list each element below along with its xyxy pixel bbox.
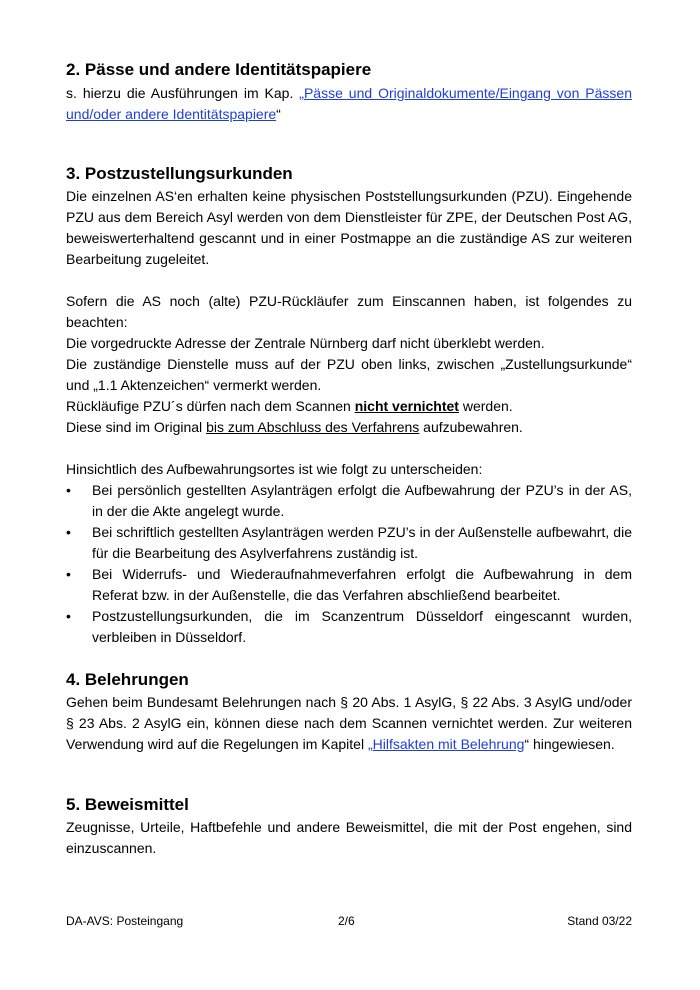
bullet-icon: •: [66, 608, 71, 624]
section-2: [66, 59, 632, 125]
hilfsakten-chapter-link[interactable]: „Hilfsakten mit Belehrung: [367, 736, 525, 752]
section-2-text: s. hierzu die Ausführungen im Kap. „Pässe und Originaldokumente/Eingang von Pässen und/oder andere Identitätspapiere“: [66, 85, 632, 122]
footer-version: Stand 03/22: [567, 914, 632, 928]
bullet-icon: •: [66, 524, 71, 540]
section-4-text: Gehen beim Bundesamt Belehrungen nach § 20 Abs. 1 AsylG, § 22 Abs. 3 AsylG und/oder § 23 Abs. 2 AsylG ein, können diese nach dem Scannen vernichtet werden. Zur weiteren Verwendung wird auf die Regelungen im Kapitel „Hilfsakten mit Belehrung“ hingewiesen.: [66, 694, 632, 752]
section-3: [66, 163, 632, 648]
section-3-paragraph-3: Die vorgedruckte Adresse der Zentrale Nürnberg darf nicht überklebt werden.: [66, 335, 545, 351]
section-3-paragraph-1: Die einzelnen AS‘en erhalten keine physischen Poststellungsurkunden (PZU). Eingehende PZU aus dem Bereich Asyl werden von dem Dienstleister für ZPE, der Deutschen Post AG, beweiswerterhaltend gescannt und in einer Postmappe an die zuständige AS zur weiteren Bearbeitung zugeleitet.: [66, 188, 632, 267]
emphasis-until-completion: bis zum Abschluss des Verfahrens: [206, 419, 420, 435]
section-3-paragraph-5: Rückläufige PZU´s dürfen nach dem Scannen nicht vernichtet werden.: [66, 398, 513, 414]
list-item: • Bei Widerrufs- und Wiederaufnahmeverfahren erfolgt die Aufbewahrung in dem Referat bzw. in der Außenstelle, die das Verfahren abschließend bearbeitet.: [66, 566, 632, 603]
list-item: • Bei schriftlich gestellten Asylanträgen werden PZU’s in der Außenstelle aufbewahrt, die für die Bearbeitung des Asylverfahrens zuständig ist.: [66, 524, 632, 561]
list-item: • Postzustellungsurkunden, die im Scanzentrum Düsseldorf eingescannt wurden, verbleiben in Düsseldorf.: [66, 608, 632, 645]
section-3-paragraph-6: Diese sind im Original bis zum Abschluss des Verfahrens aufzubewahren.: [66, 419, 523, 435]
section-5-heading: 5. Beweismittel: [66, 795, 189, 814]
section-3-paragraph-2: Sofern die AS noch (alte) PZU-Rückläufer zum Einscannen haben, ist folgendes zu beachten:: [66, 293, 632, 330]
page-footer: [66, 914, 632, 934]
section-4-heading: 4. Belehrungen: [66, 670, 189, 689]
section-4: [66, 669, 632, 755]
footer-document-title: DA-AVS: Posteingang: [66, 914, 184, 928]
section-3-heading: 3. Postzustellungsurkunden: [66, 164, 293, 183]
footer-page-number: 2/6: [338, 914, 355, 928]
storage-location-list: [66, 480, 632, 648]
bullet-icon: •: [66, 566, 71, 582]
list-item: • Bei persönlich gestellten Asylanträgen erfolgt die Aufbewahrung der PZU’s in der AS, in der die Akte angelegt wurde.: [66, 482, 632, 519]
section-5: [66, 794, 632, 859]
section-3-paragraph-4: Die zuständige Dienstelle muss auf der PZU oben links, zwischen „Zustellungsurkunde“ und „1.1 Aktenzeichen“ vermerkt werden.: [66, 356, 632, 393]
section-5-text: Zeugnisse, Urteile, Haftbefehle und andere Beweismittel, die mit der Post engehen, sind einzuscannen.: [66, 819, 632, 856]
emphasis-not-destroyed: nicht vernichtet: [354, 398, 459, 414]
section-3-paragraph-7: Hinsichtlich des Aufbewahrungsortes ist wie folgt zu unterscheiden:: [66, 461, 483, 477]
section-2-heading: 2. Pässe und andere Identitätspapiere: [66, 60, 372, 79]
bullet-icon: •: [66, 482, 71, 498]
passports-chapter-link[interactable]: „Pässe und Originaldokumente/Eingang von Pässen und/oder andere Identitätspapiere: [66, 85, 632, 122]
